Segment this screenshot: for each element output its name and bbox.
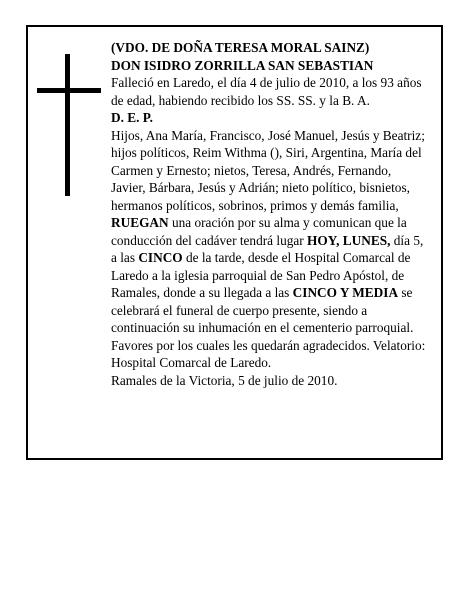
death-info: Falleció en Laredo, el día 4 de julio de 2010, a los 93 años de edad, habiendo recibido los SS. SS. y la B. A. <box>111 75 422 108</box>
ruegan-word: RUEGAN <box>111 215 169 230</box>
widow-of-line: (VDO. DE DOÑA TERESA MORAL SAINZ) <box>111 40 370 55</box>
cross-horizontal-bar <box>37 88 101 93</box>
announcement-text-b: día 5, a las <box>111 232 424 265</box>
dep-line: D. E. P. <box>111 110 153 125</box>
cross-icon <box>37 54 101 196</box>
place-date: Ramales de la Victoria, 5 de julio de 2010. <box>111 372 338 388</box>
funeral-announcement <box>111 214 427 372</box>
cinco-y-media: CINCO Y MEDIA <box>292 285 399 300</box>
hoy-lunes: HOY, LUNES, <box>307 232 391 248</box>
family-list: Hijos, Ana María, Francisco, José Manuel, Jesús y Beatriz; hijos políticos, Reim Withma (), Siri, Argentina, María del Carmen y Ernesto; nietos, Teresa, Andrés, Fernando, Javier, Bárbara, Jesús y Adrián; nieto político, bisnietos, hermanos políticos, sobrinos, primos y demás familia, <box>111 127 425 213</box>
cinco-word: CINCO <box>138 250 183 265</box>
obituary-text <box>111 39 427 389</box>
announcement-text-a: una oración por su alma y comunican que la conducción del cadáver tendrá lugar <box>111 215 407 248</box>
announcement-text-d: se celebrará el funeral de cuerpo presente, siendo a continuación su inhumación en el cementerio parroquial. Favores por los cuales les quedarán agradecidos. Velatorio: Hospital Comarcal de Laredo. <box>111 285 426 370</box>
deceased-name: DON ISIDRO ZORRILLA SAN SEBASTIAN <box>111 57 374 73</box>
cross-vertical-bar <box>65 54 70 196</box>
announcement-text-c: de la tarde, desde el Hospital Comarcal de Laredo a la iglesia parroquial de San Pedro Apóstol, de Ramales, donde a su llegada a las <box>111 250 411 300</box>
